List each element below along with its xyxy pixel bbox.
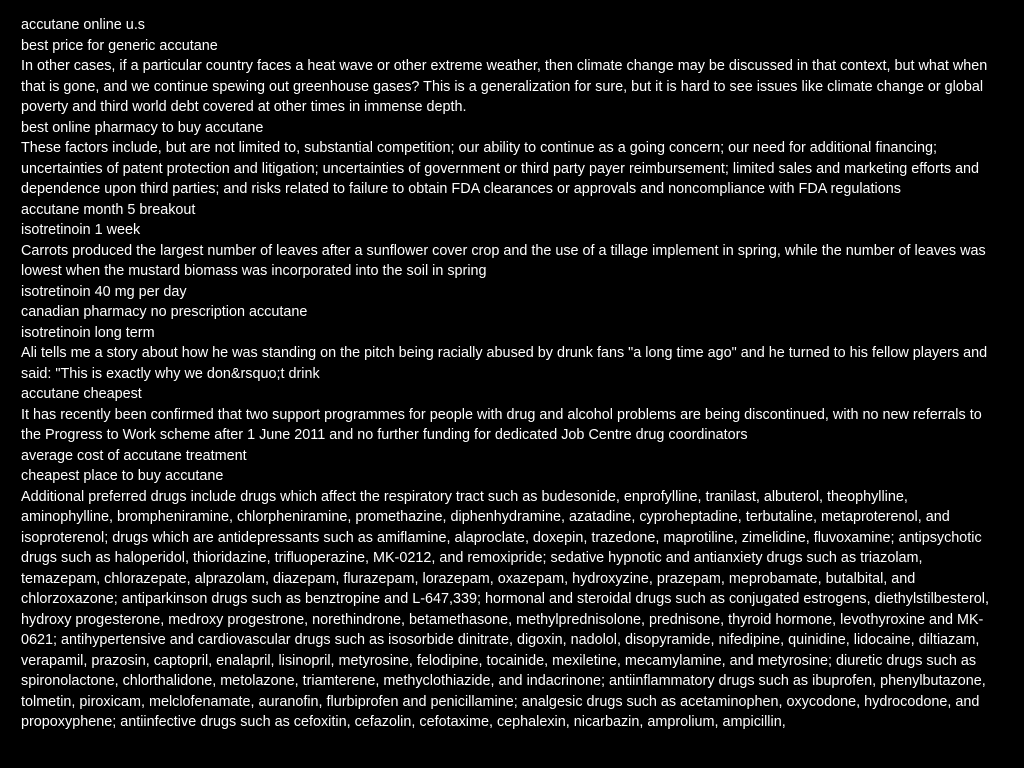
doc-paragraph: It has recently been confirmed that two support programmes for people with drug and alcohol problems are being discontinued, with no new referrals to the Progress to Work scheme after 1 June 2011 and no further funding for dedicated Job Centre drug coordinators: [21, 406, 982, 443]
doc-paragraph: These factors include, but are not limited to, substantial competition; our ability to continue as a going concern; our need for additional financing; uncertainties of patent protection and litigation; uncertainties of government or third party payer reimbursement; limited sales and marketing efforts and dependence upon third parties; and risks related to failure to obtain FDA clearances or approvals and noncompliance with FDA regulations: [21, 140, 980, 197]
doc-paragraph: Ali tells me a story about how he was standing on the pitch being racially abused by drunk fans "a long time ago" and he turned to his fellow players and said: "This is exactly why we don&rsquo;t drink: [21, 345, 988, 382]
doc-line: accutane month 5 breakout: [21, 201, 196, 218]
doc-paragraph: Carrots produced the largest number of leaves after a sunflower cover crop and the use of a tillage implement in spring, while the number of leaves was lowest when the mustard biomass was incorporated into the soil in spring: [21, 242, 986, 279]
doc-line: average cost of accutane treatment: [21, 447, 247, 464]
doc-line: best online pharmacy to buy accutane: [21, 119, 264, 136]
doc-line: isotretinoin 1 week: [21, 222, 141, 238]
doc-paragraph: In other cases, if a particular country faces a heat wave or other extreme weather, then climate change may be discussed in that context, but what when that is gone, and we continue spewing out greenhouse gases? This is a generalization for sure, but it is hard to see issues like climate change or global poverty and third world debt covered at other times in immense depth.: [21, 58, 988, 115]
doc-line: best price for generic accutane: [21, 37, 218, 54]
document-body: [21, 15, 996, 733]
doc-line: accutane cheapest: [21, 386, 142, 402]
doc-line: accutane online u.s: [21, 17, 146, 33]
doc-line: isotretinoin 40 mg per day: [21, 283, 187, 300]
doc-line: isotretinoin long term: [21, 324, 155, 341]
doc-line: cheapest place to buy accutane: [21, 468, 224, 484]
doc-paragraph: Additional preferred drugs include drugs which affect the respiratory tract such as budesonide, enprofylline, tranilast, albuterol, theophylline, aminophylline, brompheniramine, chlorpheniramine, promethazine, diphenhydramine, azatadine, cyproheptadine, terbutaline, metaproterenol, and isoproterenol; drugs which are antidepressants such as amiflamine, alaproclate, doxepin, trazedone, maprotiline, zimelidine, fluvoxamine; antipsychotic drugs such as haloperidol, thioridazine, trifluoperazine, MK-0212, and remoxipride; sedative hypnotic and antianxiety drugs such as triazolam, temazepam, chlorazepate, alprazolam, diazepam, flurazepam, lorazepam, oxazepam, hydroxyzine, prazepam, meprobamate, butalbital, and chlorzoxazone; antiparkinson drugs such as benztropine and L-647,339; hormonal and steroidal drugs such as conjugated estrogens, diethylstilbesterol, hydroxy progesterone, medroxy progestrone, norethindrone, betamethasone, methylprednisolone, prednisone, thyroid hormone, levothyroxine and MK-0621; antihypertensive and cardiovascular drugs such as isosorbide dinitrate, digoxin, nadolol, disopyramide, nifedipine, quinidine, lidocaine, diltiazam, verapamil, prazosin, captopril, enalapril, lisinopril, metyrosine, felodipine, tocainide, mexiletine, mecamylamine, and metyrosine; diuretic drugs such as spironolactone, chlorthalidone, metolazone, triamterene, methyclothiazide, and indacrinone; antiinflammatory drugs such as ibuprofen, phenylbutazone, tolmetin, piroxicam, melclofenamate, auranofin, flurbiprofen and penicillamine; analgesic drugs such as acetaminophen, oxycodone, hydrocodone, and propoxyphene; antiinfective drugs such as cefoxitin, cefazolin, cefotaxime, cephalexin, nicarbazin, amprolium, ampicillin,: [21, 488, 989, 730]
doc-line: canadian pharmacy no prescription accutane: [21, 304, 308, 320]
